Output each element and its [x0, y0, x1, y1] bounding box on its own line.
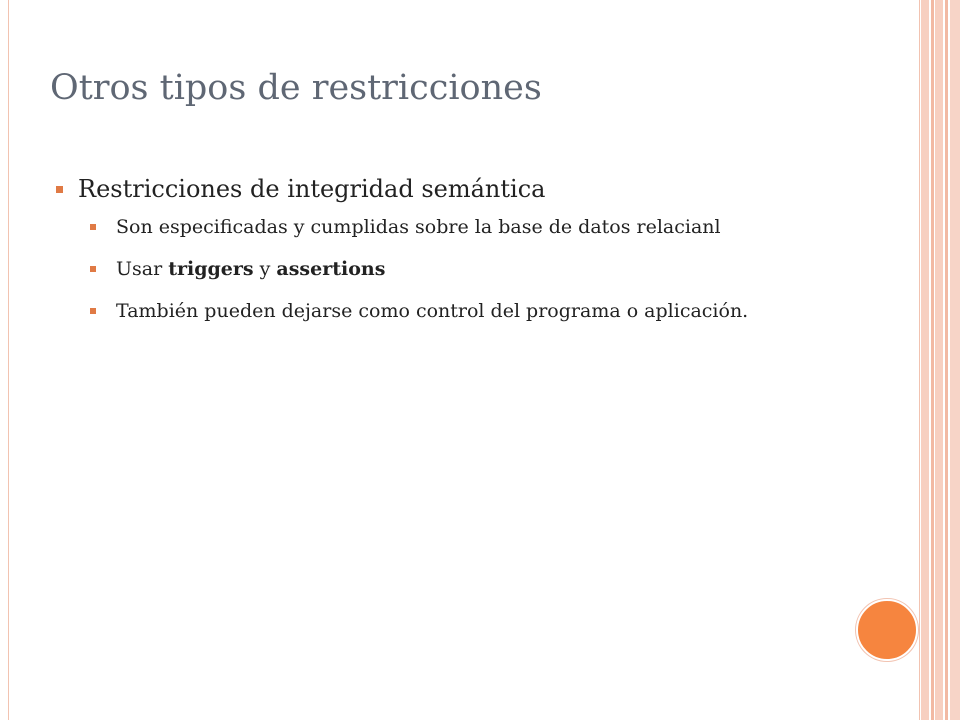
bullet-main-text: Restricciones de integridad semántica: [78, 175, 546, 203]
sub-bullet-list: [78, 214, 870, 325]
decorative-stripe: [950, 0, 960, 720]
accent-circle: [856, 599, 918, 661]
sub-bullet-text: También pueden dejarse como control del programa o aplicación.: [116, 300, 749, 322]
slide-frame: [8, 0, 920, 720]
sub-bullet-item: [78, 298, 870, 325]
sub-bullet-text: [116, 256, 806, 283]
bullet-item-main: [50, 172, 870, 325]
assertions-term: assertions: [276, 258, 386, 280]
usar-text: Usar: [116, 258, 169, 280]
decorative-stripe: [935, 0, 943, 720]
triggers-term: triggers: [168, 258, 254, 280]
connector-text: y: [253, 258, 277, 280]
sub-bullet-text: Son especificadas y cumplidas sobre la base de datos relacianl: [116, 216, 721, 238]
slide-title: Otros tipos de restricciones: [50, 68, 542, 108]
decorative-stripe: [931, 0, 934, 720]
bullet-list: [50, 172, 870, 340]
sub-bullet-item: [78, 256, 870, 283]
decorative-stripe: [945, 0, 948, 720]
decorative-stripe: [921, 0, 929, 720]
sub-bullet-item: [78, 214, 870, 241]
